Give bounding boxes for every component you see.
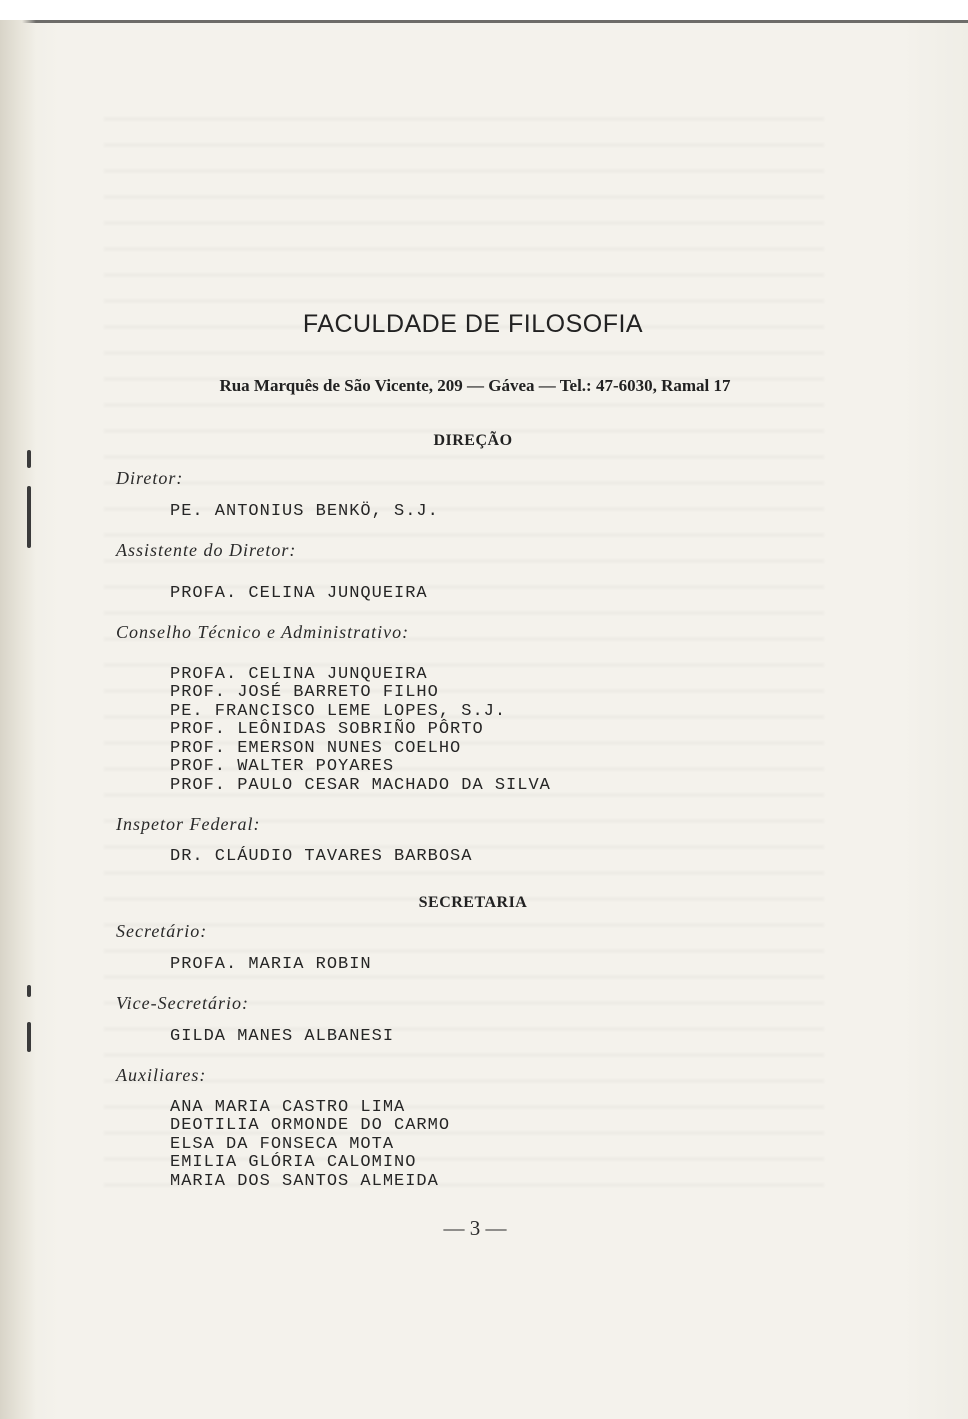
conselho-member: PE. FRANCISCO LEME LOPES, S.J. xyxy=(170,702,507,721)
conselho-member: PROF. JOSÉ BARRETO FILHO xyxy=(170,683,439,702)
auxiliar-name: ELSA DA FONSECA MOTA xyxy=(170,1135,395,1154)
conselho-member: PROF. WALTER POYARES xyxy=(170,757,395,776)
auxiliar-name: MARIA DOS SANTOS ALMEIDA xyxy=(170,1172,439,1191)
page-number: — 3 — xyxy=(443,1216,507,1240)
conselho-member: PROFA. CELINA JUNQUEIRA xyxy=(170,665,428,684)
section-heading-direcao: DIREÇÃO xyxy=(433,432,513,449)
conselho-member: PROF. PAULO CESAR MACHADO DA SILVA xyxy=(170,776,551,795)
label-assistente: Assistente do Diretor: xyxy=(116,540,297,560)
label-diretor: Diretor: xyxy=(116,468,184,488)
conselho-member: PROF. EMERSON NUNES COELHO xyxy=(170,739,462,758)
label-inspetor: Inspetor Federal: xyxy=(116,814,261,834)
label-conselho: Conselho Técnico e Administrativo: xyxy=(116,622,410,642)
binding-mark xyxy=(27,985,31,997)
binding-mark xyxy=(27,486,31,548)
name-inspetor: DR. CLÁUDIO TAVARES BARBOSA xyxy=(170,847,473,866)
label-vice-secretario: Vice-Secretário: xyxy=(116,993,249,1013)
binding-mark xyxy=(27,1022,31,1052)
page-top-edge xyxy=(0,20,968,23)
name-vice-secretario: GILDA MANES ALBANESI xyxy=(170,1027,395,1046)
label-secretario: Secretário: xyxy=(116,921,208,941)
auxiliar-name: DEOTILIA ORMONDE DO CARMO xyxy=(170,1116,451,1135)
binding-shadow xyxy=(0,20,36,1419)
auxiliar-name: ANA MARIA CASTRO LIMA xyxy=(170,1098,406,1117)
address-line: Rua Marquês de São Vicente, 209 — Gávea — Tel.: 47-6030, Ramal 17 xyxy=(219,376,731,395)
conselho-member: PROF. LEÔNIDAS SOBRIÑO PÔRTO xyxy=(170,720,484,739)
label-auxiliares: Auxiliares: xyxy=(116,1065,207,1085)
page-title: FACULDADE DE FILOSOFIA xyxy=(302,310,644,338)
name-diretor: PE. ANTONIUS BENKÖ, S.J. xyxy=(170,502,439,521)
auxiliar-name: EMILIA GLÓRIA CALOMINO xyxy=(170,1153,417,1172)
section-heading-secretaria: SECRETARIA xyxy=(418,894,528,911)
name-assistente: PROFA. CELINA JUNQUEIRA xyxy=(170,584,428,603)
name-secretario: PROFA. MARIA ROBIN xyxy=(170,955,372,974)
binding-mark xyxy=(27,450,31,468)
